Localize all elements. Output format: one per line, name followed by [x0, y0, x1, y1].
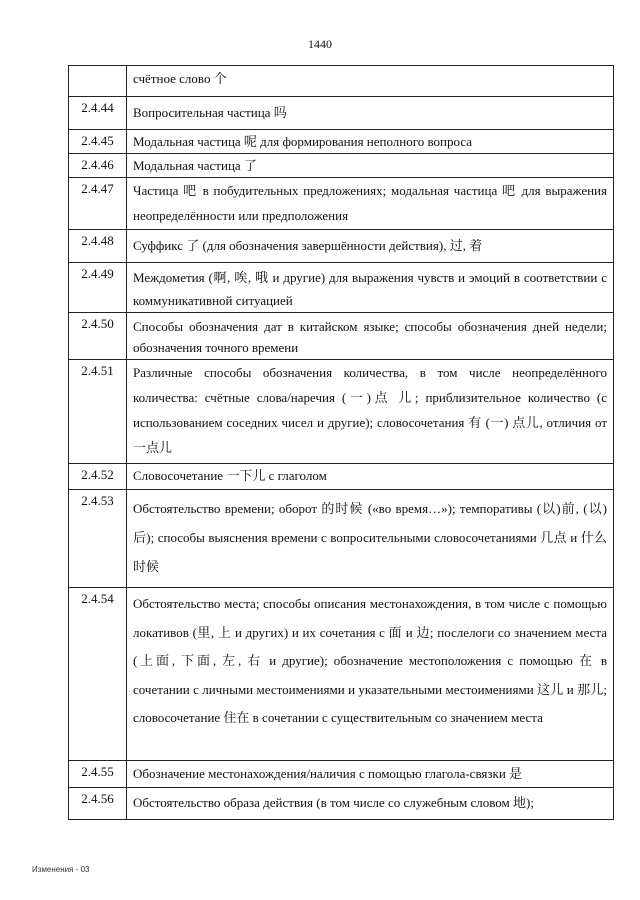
row-number: 2.4.46	[69, 154, 127, 177]
table-row	[69, 178, 613, 230]
row-text: Обстоятельство времени; оборот 的时候 («во время…»); темпоративы (以)前, (以)后); способы выяснения времени с вопросительными словосочетаниями 几点 и 什么时候	[133, 501, 607, 574]
row-number: 2.4.48	[69, 230, 127, 262]
table-row	[69, 97, 613, 130]
row-text: Суффикс 了 (для обозначения завершённости действия), 过, 着	[133, 238, 483, 253]
row-text: Словосочетание 一下儿 с глаголом	[133, 468, 327, 483]
page-footer: Изменения - 03	[32, 865, 90, 874]
row-text: Модальная частица 呢 для формирования неполного вопроса	[133, 134, 473, 149]
table-row	[69, 464, 613, 490]
table-row	[69, 360, 613, 464]
row-text: Обстоятельство места; способы описания местонахождения, в том числе с помощью локативов (里, 上 и других) и их сочетания с 面 и 边; послелоги со значением места (上面, 下面, 左, 右 и другие); обозначение местоположения с помощью 在 в сочетании с личными местоимениями и указательными местоимениями 这儿 и 那儿; словосочетание 住在 в сочетании с существительным со значением места	[133, 596, 607, 725]
row-number: 2.4.51	[69, 360, 127, 463]
row-text: Частица 吧 в побудительных предложениях; модальная частица 吧 для выражения неопределённости или предположения	[133, 183, 607, 223]
row-number: 2.4.52	[69, 464, 127, 489]
row-text: Обозначение местонахождения/наличия с помощью глагола-связки 是	[133, 766, 523, 781]
row-number: 2.4.53	[69, 490, 127, 587]
row-number: 2.4.44	[69, 97, 127, 129]
table-row	[69, 230, 613, 263]
row-number	[69, 66, 127, 96]
row-text: Модальная частица 了	[133, 158, 257, 173]
table-row	[69, 588, 613, 761]
row-number: 2.4.54	[69, 588, 127, 760]
row-text: Различные способы обозначения количества, в том числе неопределённого количества: счётные слова/наречия (一)点 儿; приблизительное количество (с использованием соседних чисел и другие); словосочетания 有 (一) 点儿, отличия от 一点儿	[133, 365, 607, 455]
row-number: 2.4.56	[69, 788, 127, 819]
row-number: 2.4.49	[69, 263, 127, 312]
row-number: 2.4.45	[69, 130, 127, 153]
row-text: Обстоятельство образа действия (в том числе со служебным словом 地);	[133, 795, 534, 810]
table-row	[69, 130, 613, 154]
row-text: счётное слово 个	[133, 71, 227, 86]
table-row	[69, 313, 613, 360]
table-row	[69, 788, 613, 820]
row-number: 2.4.50	[69, 313, 127, 359]
syllabus-table	[68, 65, 614, 820]
row-text: Способы обозначения дат в китайском языке; способы обозначения дней недели; обозначения точного времени	[133, 319, 607, 355]
table-row	[69, 761, 613, 788]
table-row	[69, 490, 613, 588]
table-row	[69, 263, 613, 313]
row-text: Междометия (啊, 唉, 哦 и другие) для выражения чувств и эмоций в соответствии с коммуникативной ситуацией	[133, 270, 607, 308]
row-number: 2.4.55	[69, 761, 127, 787]
page-number: 1440	[308, 37, 332, 51]
row-text: Вопросительная частица 吗	[133, 105, 287, 120]
table-row	[69, 65, 613, 97]
table-row	[69, 154, 613, 178]
row-number: 2.4.47	[69, 178, 127, 229]
